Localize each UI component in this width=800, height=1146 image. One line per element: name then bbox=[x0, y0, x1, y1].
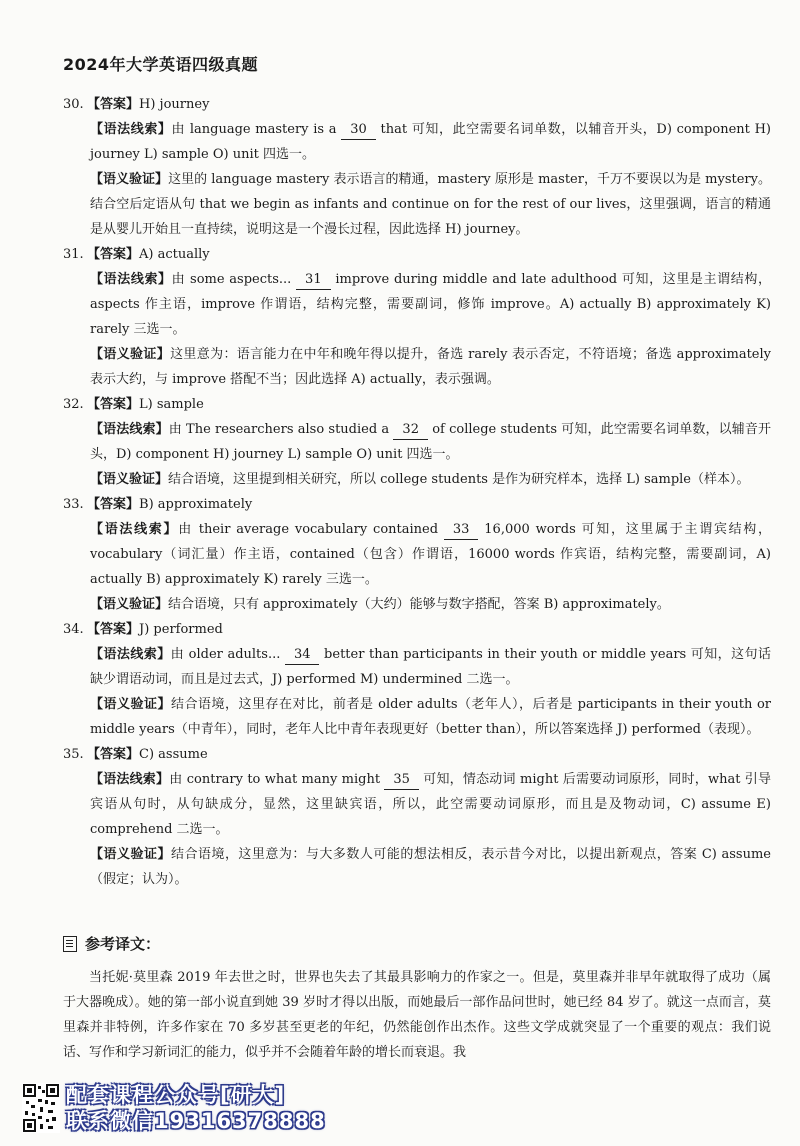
answer-item bbox=[63, 92, 771, 242]
meaning-text: 结合语境，这里意为：与大多数人可能的想法相反，表示昔今对比，以提出新观点，答案 C) assume（假定；认为）。 bbox=[90, 847, 771, 887]
answer-tag: 【答案】 bbox=[87, 747, 140, 762]
grammar-clue bbox=[63, 117, 771, 167]
grammar-tag: 【语法线索】 bbox=[90, 647, 171, 662]
grammar-text-pre: 由 older adults... bbox=[170, 647, 285, 662]
blank-number: 33 bbox=[444, 521, 479, 540]
answer-value: H) journey bbox=[139, 97, 210, 112]
answer-item bbox=[63, 742, 771, 892]
answer-tag: 【答案】 bbox=[87, 97, 140, 112]
grammar-text-pre: 由 language mastery is a bbox=[171, 122, 342, 137]
grammar-text-pre: 由 their average vocabulary contained bbox=[178, 522, 444, 537]
answer-tag: 【答案】 bbox=[87, 497, 140, 512]
answer-value: A) actually bbox=[139, 247, 210, 262]
answer-value: J) performed bbox=[139, 622, 223, 637]
translation-heading-label: 参考译文： bbox=[85, 935, 161, 953]
answer-item bbox=[63, 492, 771, 617]
translation-text: 当托妮·莫里森 2019 年去世之时，世界也失去了其最具影响力的作家之一。但是，莫里森并非早年就取得了成功（属于大器晚成）。她的第一部小说直到她 39 岁时才得以出版，而她最后一部作品问世时，她已经 84 岁了。就这一点而言，莫里森并非特例，许多作家在 70 多岁甚至更老的年纪，仍然能创作出杰作。这些文学成就突显了一个重要的观点：我们说话、写作和学习新词汇的能力，似乎并不会随着年龄的增长而衰退。我 bbox=[63, 970, 771, 1060]
grammar-text-post: of college students 可知，此空需要名词单数，以辅音开头，D) component H) journey L) sample O) unit 四选一。 bbox=[90, 422, 771, 462]
blank-number: 30 bbox=[341, 121, 376, 140]
question-number: 35. bbox=[63, 747, 84, 762]
meaning-text: 结合语境，这里提到相关研究，所以 college students 是作为研究样本，选择 L) sample（样本）。 bbox=[168, 472, 750, 487]
answer-tag: 【答案】 bbox=[87, 622, 140, 637]
question-number: 33. bbox=[63, 497, 84, 512]
meaning-check bbox=[63, 342, 771, 392]
answer-value: B) approximately bbox=[139, 497, 253, 512]
question-number: 34. bbox=[63, 622, 84, 637]
answer-item bbox=[63, 392, 771, 492]
meaning-tag: 【语义验证】 bbox=[90, 472, 169, 487]
meaning-tag: 【语义验证】 bbox=[90, 172, 169, 187]
blank-number: 35 bbox=[384, 771, 419, 790]
answer-value: C) assume bbox=[139, 747, 208, 762]
grammar-text-post: 可知，情态动词 might 后需要动词原形，同时，what 引导宾语从句时，从句缺成分，显然，这里缺宾语，所以，此空需要动词原形，而且是及物动词，C) assume E) comprehend 二选一。 bbox=[90, 772, 771, 837]
meaning-text: 结合语境，这里存在对比，前者是 older adults（老年人），后者是 participants in their youth or middle years（中青年），同时，老年人比中青年表现更好（better than），所以答案选择 J) performed（表现）。 bbox=[90, 697, 771, 737]
answer-tag: 【答案】 bbox=[87, 247, 140, 262]
meaning-tag: 【语义验证】 bbox=[90, 347, 171, 362]
translation-heading bbox=[63, 933, 160, 954]
meaning-check bbox=[63, 592, 771, 617]
document-icon bbox=[63, 936, 77, 952]
grammar-clue bbox=[63, 517, 771, 592]
grammar-text-post: improve during middle and late adulthood 可知，这里是主谓结构，aspects 作主语，improve 作谓语，结构完整，需要副词，修饰 improve。A) actually B) approximately K) rarely 三选一。 bbox=[90, 272, 771, 337]
answer-list bbox=[63, 92, 771, 892]
grammar-text-post: 16,000 words 可知，这里属于主谓宾结构，vocabulary（词汇量）作主语，contained（包含）作谓语，16000 words 作宾语，结构完整，需要副词，A) actually B) approximately K) rarely 三选一。 bbox=[90, 522, 771, 587]
grammar-clue bbox=[63, 267, 771, 342]
grammar-tag: 【语法线索】 bbox=[90, 422, 169, 437]
question-number: 30. bbox=[63, 97, 84, 112]
grammar-tag: 【语法线索】 bbox=[90, 122, 172, 137]
answer-item bbox=[63, 617, 771, 742]
page-title: 2024年大学英语四级真题 bbox=[63, 55, 259, 74]
meaning-tag: 【语义验证】 bbox=[90, 697, 172, 712]
grammar-text-pre: 由 some aspects... bbox=[171, 272, 297, 287]
grammar-clue bbox=[63, 642, 771, 692]
meaning-text: 这里意为：语言能力在中年和晚年得以提升，备选 rarely 表示否定，不符语境；备选 approximately 表示大约，与 improve 搭配不当；因此选择 A) actually，表示强调。 bbox=[90, 347, 771, 387]
grammar-text-pre: 由 contrary to what many might bbox=[169, 772, 385, 787]
grammar-clue bbox=[63, 417, 771, 467]
answer-item bbox=[63, 242, 771, 392]
question-number: 31. bbox=[63, 247, 84, 262]
grammar-text-pre: 由 The researchers also studied a bbox=[168, 422, 394, 437]
meaning-tag: 【语义验证】 bbox=[90, 847, 171, 862]
meaning-check bbox=[63, 167, 771, 242]
promo-footer bbox=[22, 1080, 326, 1136]
blank-number: 32 bbox=[393, 421, 428, 440]
grammar-text-post: better than participants in their youth or middle years 可知，这句话缺少谓语动词，而且是过去式，J) performed M) undermined 二选一。 bbox=[90, 647, 771, 687]
blank-number: 31 bbox=[296, 271, 331, 290]
grammar-tag: 【语法线索】 bbox=[90, 772, 170, 787]
meaning-text: 这里的 language mastery 表示语言的精通，mastery 原形是 master，千万不要误以为是 mystery。结合空后定语从句 that we begin as infants and continue on for the rest of our lives，这里强调，语言的精通是从婴儿开始且一直持续，说明这是一个漫长过程，因此选择 H) journey。 bbox=[90, 172, 771, 237]
qr-code-icon bbox=[22, 1083, 60, 1133]
meaning-check bbox=[63, 842, 771, 892]
answer-tag: 【答案】 bbox=[87, 397, 140, 412]
grammar-text-post: that 可知，此空需要名词单数，以辅音开头，D) component H) journey L) sample O) unit 四选一。 bbox=[90, 122, 771, 162]
blank-number: 34 bbox=[285, 646, 320, 665]
meaning-check bbox=[63, 467, 771, 492]
meaning-text: 结合语境，只有 approximately（大约）能够与数字搭配，答案 B) approximately。 bbox=[168, 597, 670, 612]
meaning-check bbox=[63, 692, 771, 742]
promo-line-account: 配套课程公众号[研大] bbox=[66, 1083, 286, 1107]
question-number: 32. bbox=[63, 397, 84, 412]
grammar-clue bbox=[63, 767, 771, 842]
meaning-tag: 【语义验证】 bbox=[90, 597, 169, 612]
grammar-tag: 【语法线索】 bbox=[90, 272, 172, 287]
promo-line-contact: 联系微信19316378888 bbox=[66, 1109, 326, 1133]
grammar-tag: 【语法线索】 bbox=[90, 522, 179, 537]
answer-value: L) sample bbox=[139, 397, 204, 412]
